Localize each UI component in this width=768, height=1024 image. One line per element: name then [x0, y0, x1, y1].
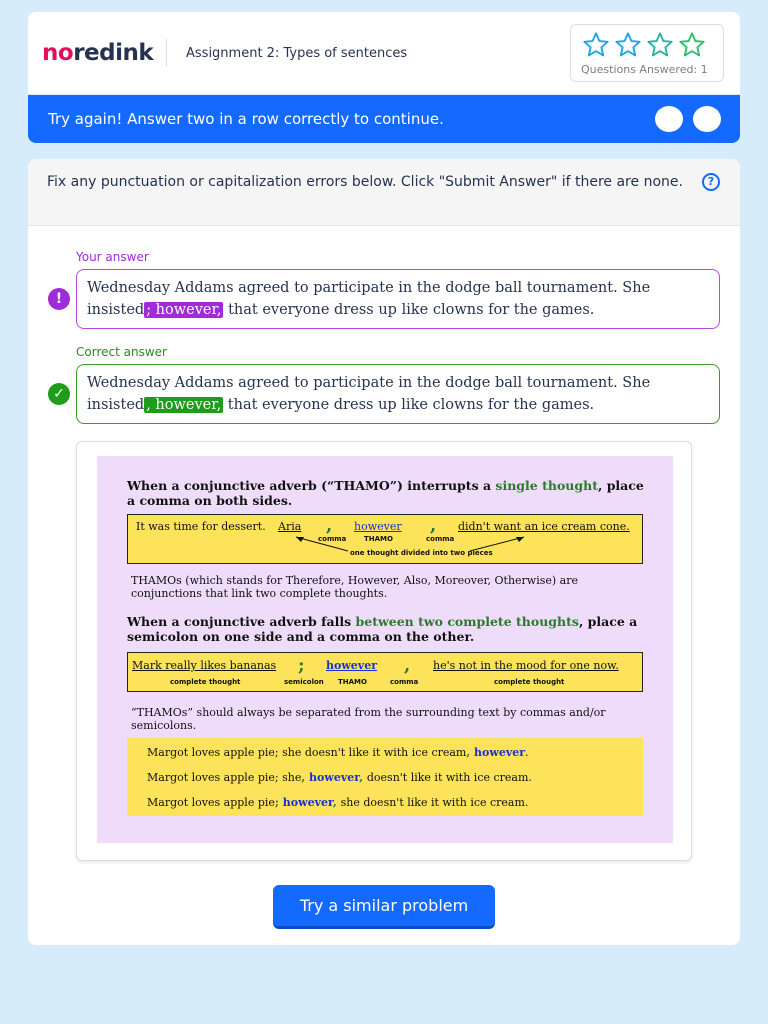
star-icon	[645, 31, 675, 59]
checkmark-icon: ✓	[48, 383, 70, 405]
s2-b: doesn't like it with ice cream.	[366, 771, 532, 784]
try-again-banner	[28, 95, 740, 143]
star-icon	[677, 31, 707, 59]
lesson-image	[97, 456, 673, 843]
stars-row	[581, 31, 707, 59]
ex1-comma-mark: ,	[326, 515, 333, 536]
progress-stars-box	[570, 24, 724, 82]
correct-answer-label: Correct answer	[76, 345, 167, 359]
ex1-lead: It was time for dessert.	[136, 520, 266, 533]
your-answer-box	[76, 269, 720, 329]
ex2-label: complete thought	[170, 678, 241, 686]
banner-message: Try again! Answer two in a row correctly to continue.	[48, 110, 444, 128]
ex1-subject: Aria	[278, 520, 302, 533]
ex2-comma-mark: ,	[404, 655, 411, 676]
your-answer-highlight: ; however,	[146, 301, 222, 318]
correct-answer-line1: Wednesday Addams agreed to participate in the dodge ball tournament. She	[87, 375, 651, 391]
s2-adverb: however	[309, 771, 360, 784]
ex2-first: Mark really likes bananas	[132, 659, 277, 672]
sentence-3: Margot loves apple pie; however, she doesn't like it with ice cream.	[147, 796, 529, 809]
sentence-2: Margot loves apple pie; she, however, doesn't like it with ice cream.	[147, 771, 532, 784]
s3-a: Margot loves apple pie	[147, 796, 275, 809]
ex1-label-comma: comma	[426, 535, 455, 543]
rule2-b: between two complete thoughts	[355, 614, 579, 629]
instructions-text: Fix any punctuation or capitalization errors below. Click "Submit Answer" if there are none.	[47, 174, 683, 190]
your-answer-line2	[87, 300, 709, 322]
ex1-adverb: however	[354, 520, 402, 533]
ex1-rest: didn't want an ice cream cone.	[458, 520, 630, 533]
thamo-definition: THAMOs (which stands for Therefore, However, Also, Moreover, Otherwise) are conjunctions that link two complete thoughts.	[131, 574, 579, 600]
s1-adverb: however	[474, 746, 526, 759]
header-divider	[166, 39, 167, 67]
ex2-semicolon-mark: ;	[298, 655, 305, 676]
ex2-label: complete thought	[494, 678, 565, 686]
s2-a: Margot loves apple pie; she	[147, 771, 302, 784]
text-after: that everyone dress up like clowns for the games.	[223, 396, 595, 413]
ex1-label-thamo: THAMO	[364, 535, 393, 543]
instructions-bar	[28, 159, 740, 226]
ex1-label-comma: comma	[318, 535, 347, 543]
text-before: insisted	[87, 396, 145, 413]
rule1-c: , place a comma on both sides.	[127, 478, 644, 508]
header-card	[28, 12, 740, 94]
help-icon[interactable]: ?	[702, 173, 720, 191]
correct-answer-line2	[87, 395, 709, 417]
logo-rest: redink	[73, 40, 154, 66]
your-answer-line1: Wednesday Addams agreed to participate in the dodge ball tournament. She	[87, 280, 651, 296]
star-icon	[613, 31, 643, 59]
logo-no: no	[42, 40, 74, 66]
ex2-adverb: however	[326, 659, 377, 672]
noredink-logo[interactable]	[42, 40, 153, 66]
question-card	[28, 159, 740, 945]
star-icon	[581, 31, 611, 59]
correct-answer-highlight: , however,	[146, 396, 222, 413]
attempt-dot	[655, 106, 683, 132]
rule2-a: When a conjunctive adverb falls	[127, 614, 356, 629]
ex2-label: comma	[390, 678, 419, 686]
example1-box	[127, 514, 643, 564]
separation-note: “THAMOs” should always be separated from the surrounding text by commas and/or semicolons.	[131, 706, 606, 732]
examples3-box	[127, 738, 643, 816]
text-before: insisted	[87, 301, 145, 318]
ex1-comma-mark: ,	[430, 515, 437, 536]
your-answer-label: Your answer	[76, 250, 149, 264]
rule1-a: When a conjunctive adverb (“THAMO”) interrupts a	[127, 478, 496, 493]
ex1-note: one thought divided into two pieces	[350, 549, 493, 557]
sentence-1: Margot loves apple pie; she doesn't like it with ice cream, however.	[147, 746, 529, 759]
rule1-heading	[127, 478, 647, 508]
ex2-label: THAMO	[338, 678, 367, 686]
s1-text: Margot loves apple pie; she doesn't like it with ice cream	[147, 746, 467, 759]
ex2-label: semicolon	[284, 678, 324, 686]
try-similar-problem-button[interactable]: Try a similar problem	[273, 885, 495, 929]
s3-b: she doesn't like it with ice cream.	[340, 796, 529, 809]
exclamation-icon: !	[48, 288, 70, 310]
rule2-c: , place a semicolon on one side and a comma on the other.	[127, 614, 638, 644]
rule1-b: single thought	[495, 478, 598, 493]
attempt-dot	[693, 106, 721, 132]
assignment-title: Assignment 2: Types of sentences	[186, 46, 408, 61]
example2-box	[127, 652, 643, 692]
text-after: that everyone dress up like clowns for the games.	[223, 301, 595, 318]
questions-answered: Questions Answered: 1	[581, 63, 708, 76]
s3-adverb: however	[282, 796, 333, 809]
correct-answer-box	[76, 364, 720, 424]
rule2-heading	[127, 614, 647, 644]
lesson-frame	[76, 441, 692, 861]
ex2-second: he's not in the mood for one now.	[433, 659, 619, 672]
